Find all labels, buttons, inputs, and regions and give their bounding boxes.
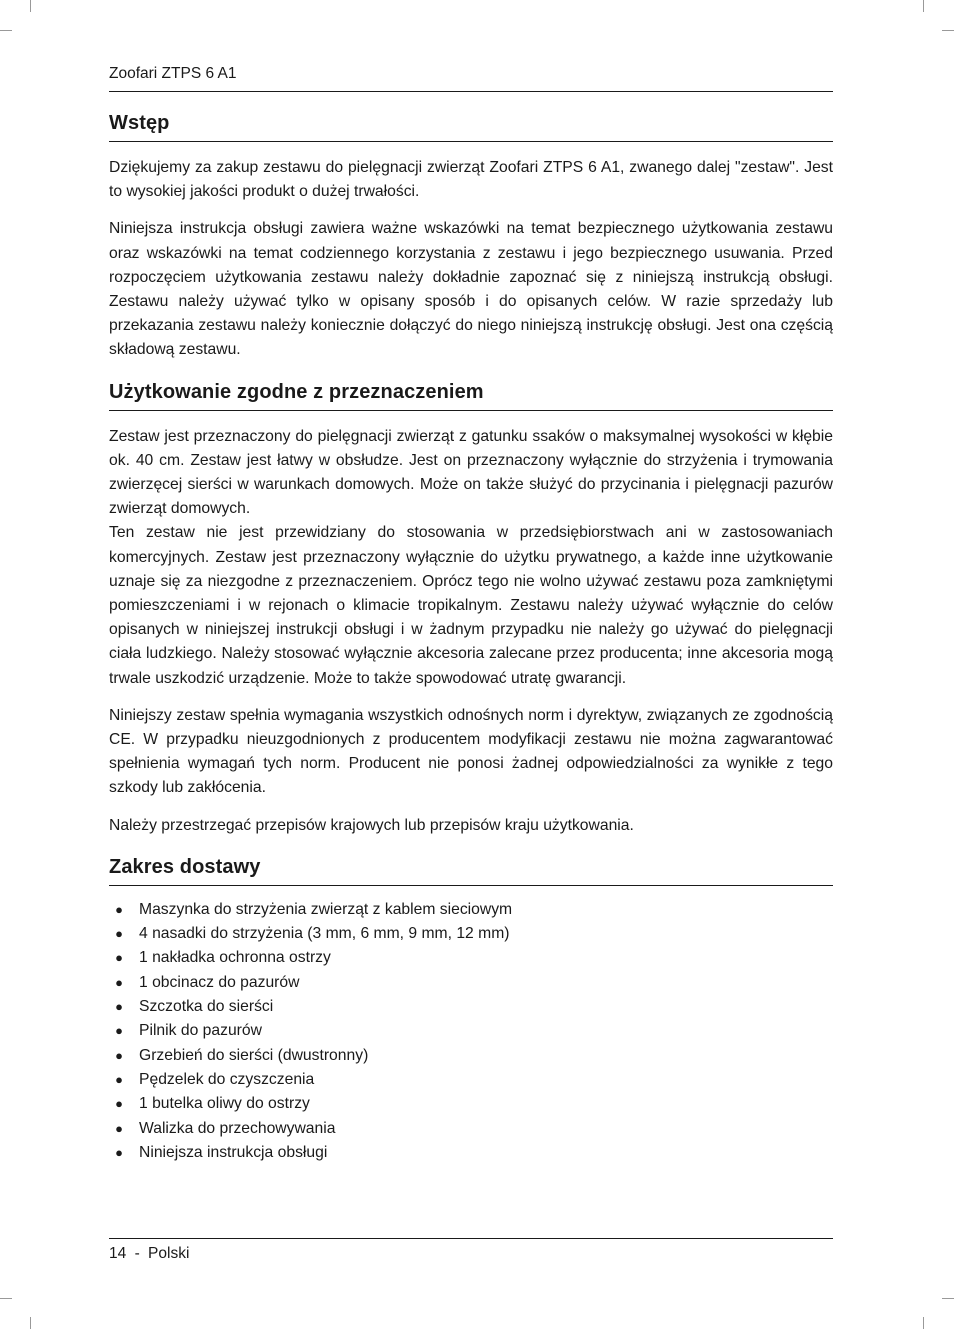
footer-language: Polski [148,1245,190,1262]
crop-mark [30,1317,31,1329]
section-intended-use [109,379,833,838]
header-title: Zoofari ZTPS 6 A1 [109,65,237,82]
bullet-icon: ● [115,1120,123,1136]
list-item: ● Szczotka do sierści [109,995,833,1019]
section-heading: Wstęp [109,110,833,142]
list-item: ● Walizka do przechowywania [109,1117,833,1141]
section-intro [109,110,833,363]
crop-mark [942,30,954,31]
list-item: ● 4 nasadki do strzyżenia (3 mm, 6 mm, 9 mm, 12 mm) [109,922,833,946]
paragraph: Niniejsza instrukcja obsługi zawiera ważne wskazówki na temat bezpiecznego użytkowania zestawu oraz wskazówki na temat codziennego korzystania z zestawu i jego bezpiecznego usuwania. Przed rozpoczęciem użytkowania zestawu należy dokładnie zapoznać się z niniejszą instrukcją obsługi. Zestawu należy używać tylko w opisany sposób i do opisanych celów. W razie sprzedaży lub przekazania zestawu należy koniecznie dołączyć do niego niniejszą instrukcję obsługi. Jest ona częścią składową zestawu. [109,220,833,359]
list-item: ● Niniejsza instrukcja obsługi [109,1141,833,1165]
page-number: 14 [109,1245,127,1262]
paragraph: Ten zestaw nie jest przewidziany do stosowania w przedsiębiorstwach ani w zastosowaniach komercyjnych. Zestaw jest przeznaczony wyłącznie do użytku prywatnego, a każde inne użytkowanie uznaje się za niezgodne z przeznaczeniem. Oprócz tego nie wolno używać zestawu poza zamkniętymi pomieszczeniami i w rejonach o klimacie tropikalnym. Zestawu należy używać wyłącznie do celów opisanych w niniejszej instrukcji obsługi i w żadnym przypadku nie należy go używać do pielęgnacji ciała ludzkiego. Należy stosować wyłącznie akcesoria zalecane przez producenta; inne akcesoria mogą trwale uszkodzić urządzenie. Może to także spowodować utratę gwarancji. [109,524,833,687]
list-item: ● Grzebień do sierści (dwustronny) [109,1044,833,1068]
crop-mark [942,1298,954,1299]
paragraph: Zestaw jest przeznaczony do pielęgnacji zwierząt z gatunku ssaków o maksymalnej wysokości w kłębie ok. 40 cm. Zestaw jest łatwy w obsłudze. Jest on przeznaczony wyłącznie do strzyżenia i trymowania zwierzęcej sierści w warunkach domowych. Może on także służyć do przycinania i pielęgnacji pazurów zwierząt domowych. [109,427,833,518]
crop-mark [923,0,924,12]
crop-mark [0,30,12,31]
crop-mark [0,1298,12,1299]
paragraph: Dziękujemy za zakup zestawu do pielęgnacji zwierząt Zoofari ZTPS 6 A1, zwanego dalej "zestaw". Jest to wysokiej jakości produkt o dużej trwałości. [109,159,833,201]
delivery-list [109,898,833,1165]
paragraph: Należy przestrzegać przepisów krajowych lub przepisów kraju użytkowania. [109,816,634,834]
section-delivery [109,854,833,1165]
document-page [109,60,833,1270]
bullet-icon: ● [115,926,123,942]
crop-mark [30,0,31,12]
page-footer [109,1238,833,1269]
page-content [109,110,833,1165]
list-item: ● 1 butelka oliwy do ostrzy [109,1092,833,1116]
section-heading: Zakres dostawy [109,854,833,886]
section-heading: Użytkowanie zgodne z przeznaczeniem [109,379,833,411]
bullet-icon: ● [115,999,123,1015]
footer-separator: - [134,1245,140,1262]
bullet-icon: ● [115,950,123,966]
bullet-icon: ● [115,1096,123,1112]
bullet-icon: ● [115,1144,123,1160]
bullet-icon: ● [115,974,123,990]
list-item: ● Pędzelek do czyszczenia [109,1068,833,1092]
bullet-icon: ● [115,1047,123,1063]
crop-mark [923,1317,924,1329]
page-header [109,60,833,92]
list-item: ● 1 obcinacz do pazurów [109,971,833,995]
paragraph: Niniejszy zestaw spełnia wymagania wszystkich odnośnych norm i dyrektyw, związanych ze zgodnością CE. W przypadku nieuzgodnionych z producentem modyfikacji zestawu nie można zagwarantować spełnienia wymagań tych norm. Producent nie ponosi żadnej odpowiedzialności za wynikłe z tego szkody lub zakłócenia. [109,706,833,797]
bullet-icon: ● [115,901,123,917]
list-item: ● Maszynka do strzyżenia zwierząt z kablem sieciowym [109,898,833,922]
list-item: ● 1 nakładka ochronna ostrzy [109,946,833,970]
list-item: ● Pilnik do pazurów [109,1019,833,1043]
bullet-icon: ● [115,1023,123,1039]
bullet-icon: ● [115,1071,123,1087]
